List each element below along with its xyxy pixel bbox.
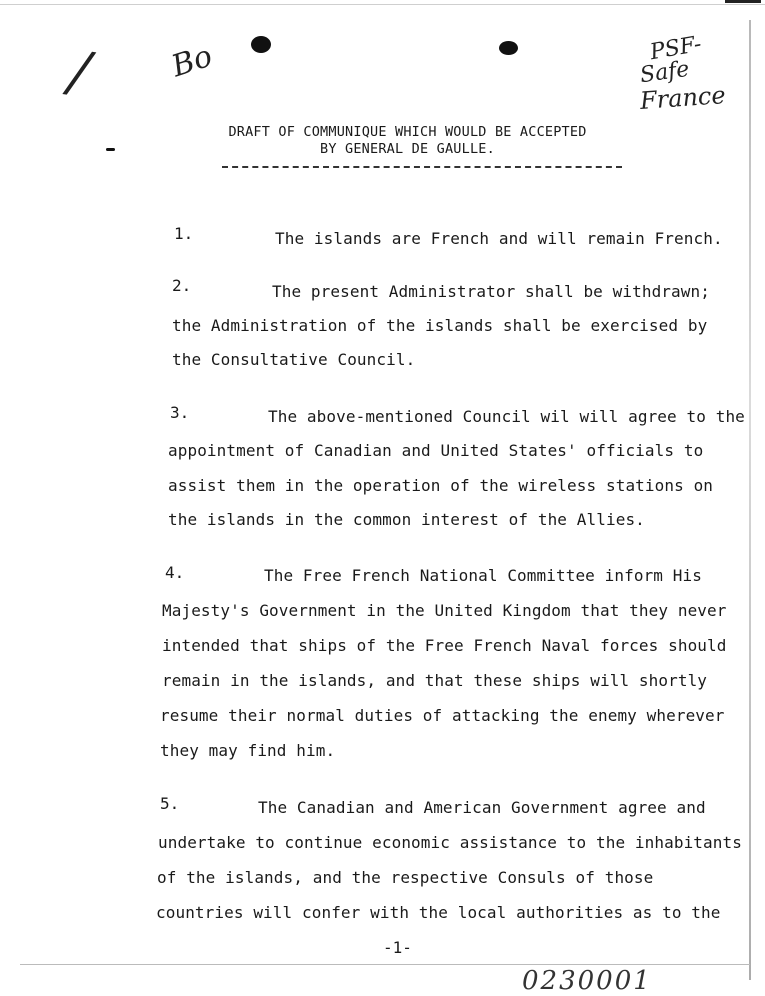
- paragraph-number: 4.: [165, 563, 185, 582]
- scan-edge-top: [0, 4, 765, 5]
- paragraph-number: 3.: [170, 403, 190, 422]
- document-title-line2: BY GENERAL DE GAULLE.: [320, 141, 495, 157]
- paragraph-number: 2.: [172, 276, 192, 295]
- punch-hole-left: [251, 36, 271, 53]
- punch-hole-right: [499, 41, 518, 55]
- paragraph-line: Majesty's Government in the United Kingdom that they never: [162, 601, 727, 620]
- document-title-line1: DRAFT OF COMMUNIQUE WHICH WOULD BE ACCEPTED: [228, 124, 587, 140]
- paragraph-line: appointment of Canadian and United States' officials to: [168, 441, 704, 460]
- paragraph-number: 5.: [160, 794, 180, 813]
- paragraph-line: remain in the islands, and that these ships will shortly: [162, 671, 708, 690]
- scan-edge-right: [749, 20, 751, 980]
- paragraph-line: undertake to continue economic assistance to the inhabitants: [158, 833, 742, 852]
- paragraph-line: countries will confer with the local authorities as to the: [156, 903, 721, 922]
- paragraph-line: they may find him.: [160, 741, 336, 760]
- archive-serial-number: 0230001: [522, 966, 652, 996]
- handwritten-slash-mark: /: [65, 39, 94, 106]
- filing-note-line1: PSF-: [648, 31, 704, 66]
- paragraph-line: The present Administrator shall be withdrawn;: [272, 282, 710, 301]
- paragraph-line: The above-mentioned Council wil will agree to the: [268, 407, 745, 426]
- scan-edge-bottom: [20, 964, 750, 965]
- scan-corner-mark: [725, 0, 761, 3]
- paragraph-line: The Free French National Committee inform His: [264, 566, 702, 585]
- filing-note-line2: Safe: [638, 56, 691, 89]
- paragraph-line: resume their normal duties of attacking the enemy wherever: [160, 706, 725, 725]
- page-number: -1-: [383, 938, 412, 957]
- handwritten-initials: Bo: [167, 38, 217, 85]
- paragraph-line: assist them in the operation of the wireless stations on: [168, 476, 714, 495]
- paragraph-line: intended that ships of the Free French Naval forces should: [162, 636, 727, 655]
- paragraph-line: The islands are French and will remain French.: [275, 229, 723, 248]
- title-underline: [222, 166, 622, 168]
- paragraph-number: 1.: [174, 224, 194, 243]
- paragraph-line: The Canadian and American Government agree and: [258, 798, 706, 817]
- paragraph-line: of the islands, and the respective Consuls of those: [157, 868, 654, 887]
- paragraph-line: the Administration of the islands shall be exercised by: [172, 316, 708, 335]
- paragraph-line: the islands in the common interest of the Allies.: [168, 510, 645, 529]
- paragraph-line: the Consultative Council.: [172, 350, 416, 369]
- filing-note-line3: France: [639, 81, 727, 115]
